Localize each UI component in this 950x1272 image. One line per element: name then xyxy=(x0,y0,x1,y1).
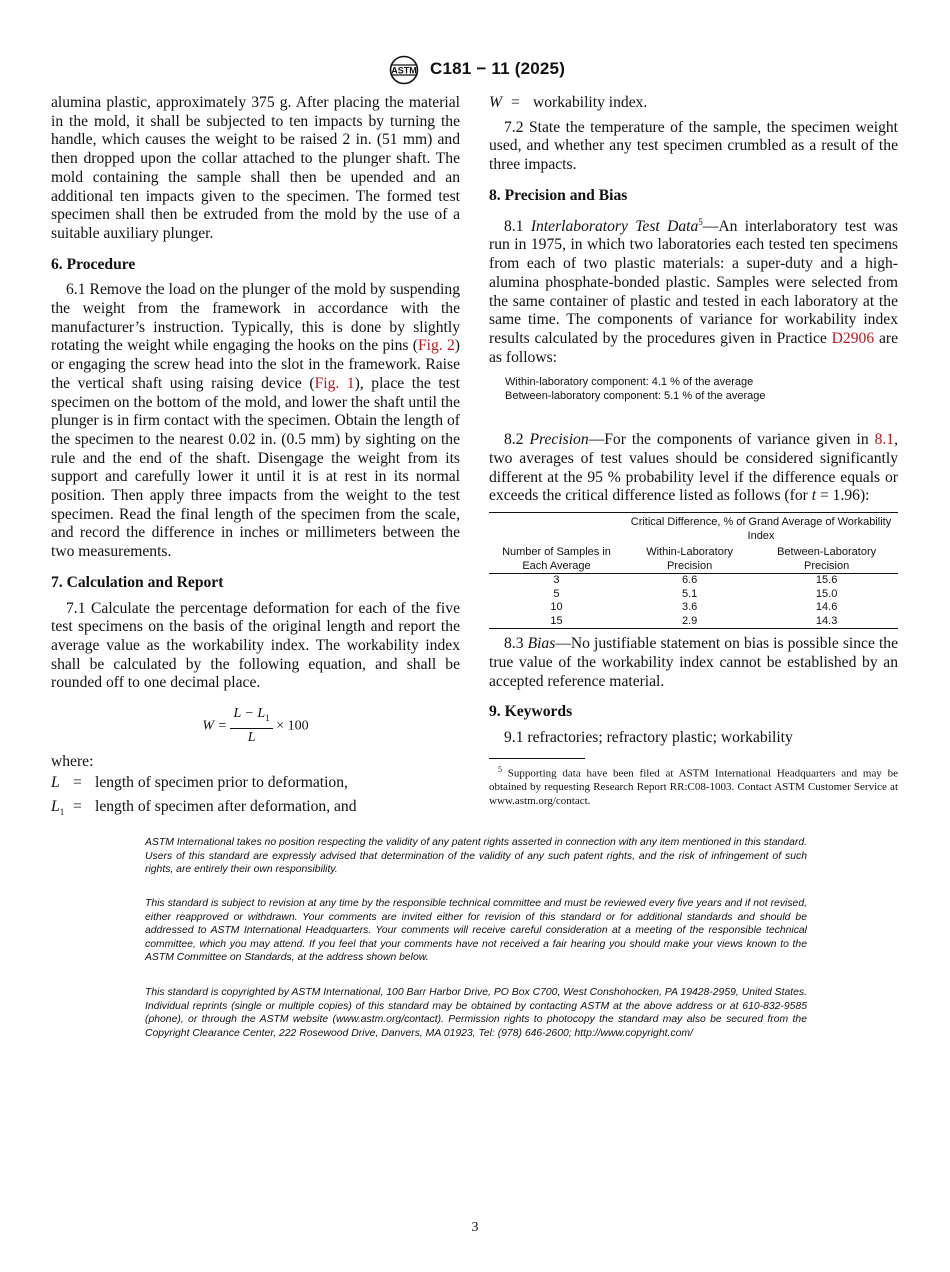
intro-paragraph: alumina plastic, approximately 375 g. After placing the material in the mold, it shall be subjected to ten impacts by turning the handle, which causes the weight to be raised 2 in. (51 mm) and then dropped upon the collar attached to the plunger shaft. The mold containing the sample shall then be upended and an additional ten impacts given to the specimen. The formed test specimen shall then be extruded from the mold by the use of a suitable auxiliary plunger. xyxy=(51,94,460,242)
standard-id: C181 − 11 (2025) xyxy=(430,59,566,78)
precision-table xyxy=(489,512,898,629)
section-8-1-link[interactable]: 8.1 xyxy=(874,431,895,449)
table-group-header: Critical Difference, % of Grand Average of Workability Index xyxy=(624,513,898,544)
equation-denominator: L xyxy=(247,729,256,745)
left-column xyxy=(51,94,460,821)
table-row: 5 5.1 15.0 xyxy=(553,587,838,600)
equation-numerator: $L - L_1$ xyxy=(230,705,272,729)
table-row: 3 6.6 15.6 xyxy=(553,574,838,587)
section-7-heading: 7. Calculation and Report xyxy=(51,573,224,591)
definition-symbol: $L_1$ xyxy=(51,797,65,817)
footnote-rule xyxy=(489,758,585,759)
equation-tail: × 100 xyxy=(276,718,309,734)
paragraph-7-1: 7.1 Calculate the percentage deformation for each of the five test specimens on the basis of the original length and report the average value as the workability index. The workability index shall be calculated by the following equation, and shall be rounded off to one decimal place. xyxy=(51,599,460,692)
definition-symbol: L xyxy=(51,773,60,791)
copyright-notice: This standard is copyrighted by ASTM International, 100 Barr Harbor Drive, PO Box C700, West Conshohocken, PA 19428-2959, United States. Individual reprints (single or multiple copies) of this standard may be obtained by contacting ASTM at the above address or at 610-832-9585 (phone), or through the ASTM website (www.astm.org/contact). Permission rights to photocopy the standard may also be secured from the Copyright Clearance Center, 222 Rosewood Drive, Danvers, MA 01923, Tel: (978) 646-2600; http://www.copyright.com/ xyxy=(145,987,807,1039)
definition-w: W = workability index. xyxy=(489,94,648,111)
paragraph-6-1: 6.1 Remove the load on the plunger of the mold by suspending the weight from the framework in accordance with the manufacturer’s instruction. Typically, this is done by slightly rotating the weight while engaging the hooks on the pins (Fig. 2) or engaging the screw head into the slot in the framework. Raise the vertical shaft using raising device (Fig. 1), place the test specimen on the bottom of the mold, and lower the shaft until the plunger is in firm contact with the specimen. Obtain the length of the specimen to the nearest 0.02 in. (0.5 mm) by sighting on the rule and the end of the shaft. Disengage the weight from its support and carefully lower it until it is at rest in its normal position. Then apply three impacts from the weight to the test specimen. Read the final length of the specimen from the scale, and record the difference in inches or millimeters between the two measurements. xyxy=(51,281,460,561)
definition-text: length of specimen after deformation, and xyxy=(95,797,357,815)
section-6-heading: 6. Procedure xyxy=(51,255,136,273)
equation-fraction xyxy=(230,705,272,747)
definition-list xyxy=(51,774,460,822)
table-header-within: Within-Laboratory Precision xyxy=(624,543,755,574)
d2906-link[interactable]: D2906 xyxy=(831,329,875,347)
page-number: 3 xyxy=(471,1220,479,1235)
svg-text:ASTM: ASTM xyxy=(391,65,417,76)
paragraph-8-3: 8.3 Bias—No justifiable statement on bias is possible since the true value of the workability index cannot be established by an accepted reference material. xyxy=(489,635,898,690)
definition-row: $L_1$ = length of specimen after deformation, and xyxy=(51,798,460,822)
variance-components: Within-laboratory component: 4.1 % of the average Between-laboratory component: 5.1 % of the average xyxy=(505,376,766,403)
definition-row: L = length of specimen prior to deformation, xyxy=(51,774,460,798)
definition-text: workability index. xyxy=(533,94,648,111)
footnote-5: $^5$ Supporting data have been filed at ASTM International Headquarters and may be obtained by requesting Research Report RR:C08-1003. Contact ASTM Customer Service at www.astm.org/contact. xyxy=(489,764,898,808)
table-row: 15 2.9 14.3 xyxy=(489,615,898,629)
fig-2-link[interactable]: Fig. 2 xyxy=(417,337,455,355)
astm-logo-icon xyxy=(385,55,423,85)
equation-lhs: W = xyxy=(202,718,227,734)
table-header-samples: Number of Samples in Each Average xyxy=(489,543,624,574)
definition-text: length of specimen prior to deformation, xyxy=(95,773,348,791)
paragraph-7-2: 7.2 State the temperature of the sample, the specimen weight used, and whether any test specimen crumbled as a result of the three impacts. xyxy=(489,118,898,174)
where-label: where: xyxy=(51,753,94,771)
paragraph-8-2: 8.2 Precision—For the components of variance given in 8.1, two averages of test values should be considered significantly different at the 95 % probability level if the difference equals or exceeds the critical difference listed as follows (for t = 1.96): xyxy=(489,431,898,505)
table-header-between: Between-Laboratory Precision xyxy=(755,543,898,574)
paragraph-8-1: 8.1 Interlaboratory Test Data$^5$—An interlaboratory test was run in 1975, in which two laboratories each tested ten specimens from each of two plastic materials: a super-duty and a high-alumina phosphate-bonded plastic. Samples were selected from the same container of plastic and tested in each laboratory at the same time. The components of variance for workability index results calculated by the procedures given in Practice D2906 are as follows: xyxy=(489,216,898,366)
definition-symbol: W xyxy=(489,94,502,111)
right-column xyxy=(489,94,898,808)
page-header xyxy=(0,55,950,85)
revision-notice: This standard is subject to revision at any time by the responsible technical committee and must be reviewed every five years and if not revised, either reapproved or withdrawn. Your comments are invited either for revision of this standard or for additional standards and should be addressed to ASTM International Headquarters. Your comments will receive careful consideration at a meeting of the responsible technical committee, which you may attend. If you feel that your comments have not received a fair hearing you should make your views known to the ASTM Committee on Standards, at the address shown below. xyxy=(145,898,807,964)
paragraph-9-1: 9.1 refractories; refractory plastic; workability xyxy=(504,728,793,746)
workability-equation xyxy=(51,705,460,745)
patent-notice: ASTM International takes no position respecting the validity of any patent rights asserted in connection with any item mentioned in this standard. Users of this standard are expressly advised that determination of the validity of any such patent rights, and the risk of infringement of such rights, are entirely their own responsibility. xyxy=(145,837,807,876)
section-8-heading: 8. Precision and Bias xyxy=(489,186,628,204)
table-row: 10 3.6 14.6 xyxy=(550,601,838,614)
section-9-heading: 9. Keywords xyxy=(489,703,573,721)
fig-1-link[interactable]: Fig. 1 xyxy=(314,374,355,392)
